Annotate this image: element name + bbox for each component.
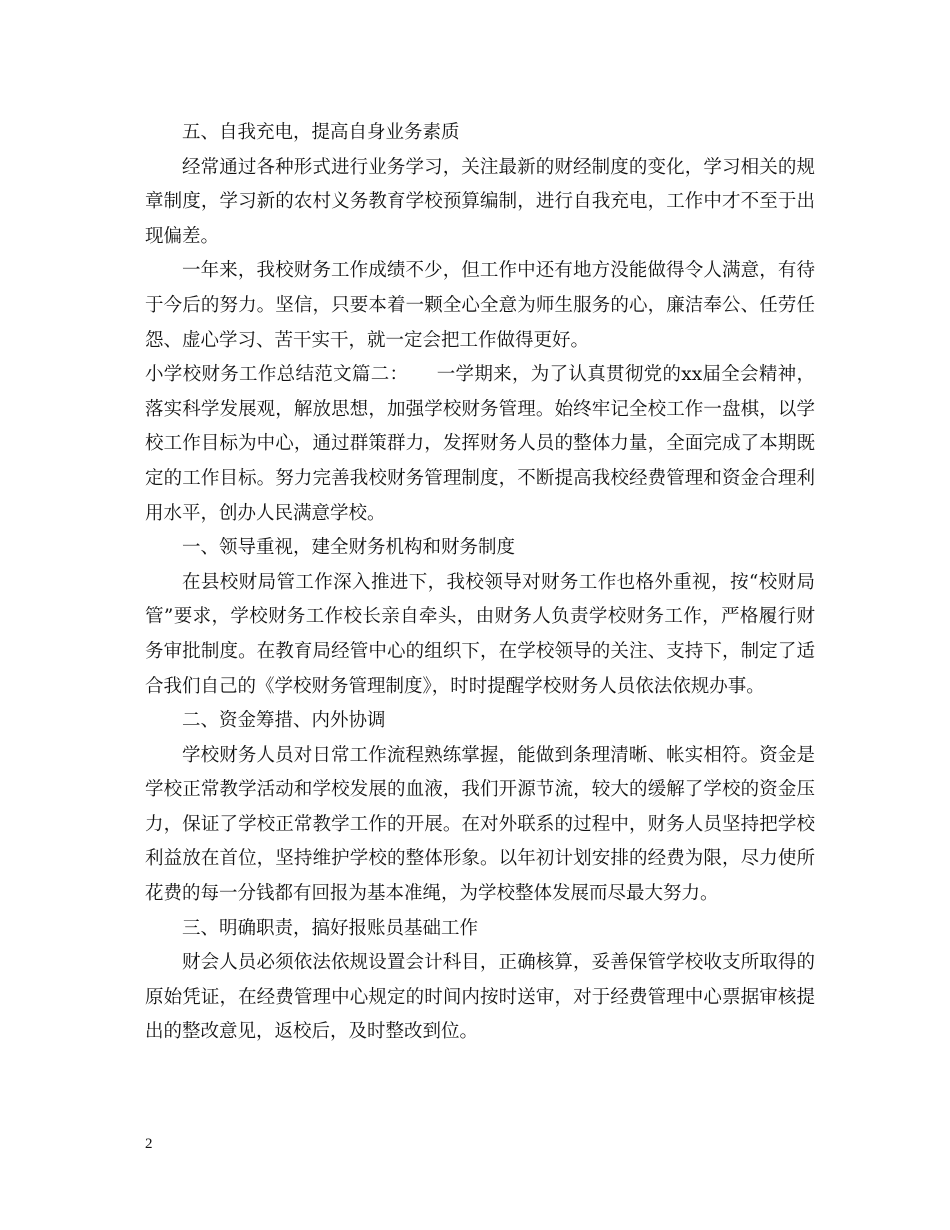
article-two-intro-paragraph: 小学校财务工作总结范文篇二： 一学期来，为了认真贯彻党的xx届全会精神，落实科学发展观，解放思想，加强学校财务管理。始终牢记全校工作一盘棋，以学校工作目标为中心，通过群策群力，发挥财务人员的整体力量，全面完成了本期既定的工作目标。努力完善我校财务管理制度，不断提高我校经费管理和资金合理利用水平，创办人民满意学校。: [145, 364, 815, 524]
page-number: 2: [145, 1136, 153, 1152]
section-heading-3: 三、明确职责，搞好报账员基础工作: [182, 917, 479, 939]
body-paragraph: 学校财务人员对日常工作流程熟练掌握，能做到条理清晰、帐实相符。资金是学校正常教学活动和学校发展的血液，我们开源节流，较大的缓解了学校的资金压力，保证了学校正常教学工作的开展。在对外联系的过程中，财务人员坚持把学校利益放在首位，坚持维护学校的整体形象。以年初计划安排的经费为限，尽力使所花费的每一分钱都有回报为基本准绳，为学校整体发展而尽最大努力。: [145, 744, 815, 905]
section-heading-1: 一、领导重视，建全财务机构和财务制度: [182, 537, 516, 559]
body-paragraph: 财会人员必须依法依规设置会计科目，正确核算，妥善保管学校收支所取得的原始凭证，在经费管理中心规定的时间内按时送审，对于经费管理中心票据审核提出的整改意见，返校后，及时整改到位。: [145, 952, 815, 1043]
document-body: [145, 116, 815, 1050]
body-paragraph: 经常通过各种形式进行业务学习，关注最新的财经制度的变化，学习相关的规章制度，学习新的农村义务教育学校预算编制，进行自我充电，工作中才不至于出现偏差。: [145, 156, 815, 247]
body-paragraph: 一年来，我校财务工作成绩不少，但工作中还有地方没能做得令人满意，有待于今后的努力。坚信，只要本着一颗全心全意为师生服务的心，廉洁奉公、任劳任怨、虚心学习、苦干实干，就一定会把工作做得更好。: [145, 260, 815, 351]
body-paragraph: 在县校财局管工作深入推进下，我校领导对财务工作也格外重视，按“校财局管”要求，学校财务工作校长亲自牵头，由财务人负责学校财务工作，严格履行财务审批制度。在教育局经管中心的组织下，在学校领导的关注、支持下，制定了适合我们自己的《学校财务管理制度》，时时提醒学校财务人员依法依规办事。: [145, 571, 815, 697]
section-heading-5: 五、自我充电，提高自身业务素质: [182, 122, 460, 143]
section-heading-2: 二、资金筹措、内外协调: [182, 710, 386, 732]
